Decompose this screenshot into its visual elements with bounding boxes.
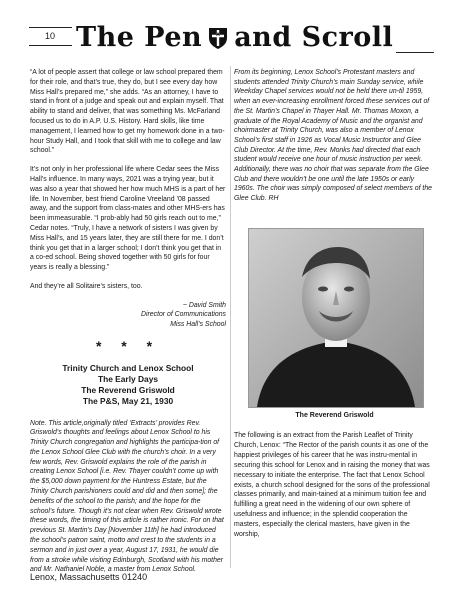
article-heading bbox=[30, 363, 226, 406]
article-paragraph-1: “A lot of people assert that college or law school prepared them for their role, and that’s true, they do, but I see every day how Miss Hall’s prepared me,” she adds. “As an attorney, I have to stand in front of a judge and speak out and explain myself. That ability to stand and deliver, that was something Ms. McFarland focused us to do in A.P. U.S. History. Hard skills, like time management, I learned how to get my homework done in a two-hour Study Hall, and I took that skill with me to college and law school.” bbox=[30, 69, 225, 155]
masthead-title bbox=[76, 23, 436, 53]
author-signature bbox=[30, 301, 226, 330]
right-column bbox=[234, 68, 435, 204]
heading-line-1: Trinity Church and Lenox School bbox=[62, 363, 194, 374]
footer-location: Lenox, Massachusetts 01240 bbox=[30, 572, 148, 582]
school-crest-icon bbox=[207, 26, 229, 50]
masthead-rule bbox=[396, 52, 434, 53]
intro-paragraph: From its beginning, Lenox School’s Protestant masters and students attended Trinity Church’s main Sunday service, while Weekday Chapel services would not be held there un-til 1959, when an ever-increasing enrollment forced these services out of the St. Martin’s Chapel in Thayer Hall. Mr. Thomas Moxon, a graduate of the Royal Academy of Music and the organist and choirmaster at Trinity Church, was also a member of Lenox School’s first staff in 1926 as Vocal Music Instructor and Glee Club Director. At the time, Rev. Monks had directed that each student would receive one hour of music instruction per week. Additionally, there was no choir that was separate from the Glee Club and there wouldn’t be one until the late 1950s or early 1960s. The choir was simply composed of select members of the Glee Club. RH bbox=[234, 69, 433, 203]
photo-caption: The Reverend Griswold bbox=[295, 412, 374, 419]
author-name: ~ David Smith bbox=[182, 301, 226, 309]
masthead bbox=[76, 23, 436, 53]
author-title: Director of Communications bbox=[140, 311, 226, 319]
masthead-title-left: The Pen bbox=[76, 22, 203, 53]
heading-line-2: The Early Days bbox=[97, 374, 159, 385]
article-paragraph-2: It’s not only in her professional life where Cedar sees the Miss Hall’s influence. In many ways, 2021 was a trying year, but it was also a year that showed her how much MHS is a part of her life. In November, best friend Caroline Vreeland ’08 passed away, and the support from class-mates and other MHS-ers has been immeasurable. “I prob-ably had 50 girls reach out to me,” Cedar notes. “Truly, I have a network of sisters I was given by Miss Hall’s, and 15 years later, they are still there for me. I don’t think you get that in a larger school; I don’t think you get that in a co-ed school. Being shoved together with 50 girls for four years is really a blessing.” bbox=[30, 166, 226, 272]
article-paragraph-3: And they’re all Solitaire’s sisters, too. bbox=[30, 282, 143, 290]
editor-note: Note. This article,originally titled ‘Extracts’ provides Rev. Griswold’s thoughts and feelings about Lenox School to his Trinity Church congregation and highlights the participa-tion of the Lenox School Glee Club with the church’s choir. In a very few words, Rev. Griswold explains the role of the parish in creating Lenox School [i.e. Rev. Thayer couldn’t come up with the $5,000 down payment for the Huntress Estate, but the Trinity Church parishioners could and did and then some]; the benefits of the school to the parish; and the hope for the school’s future. Though it’s not clear when Rev. Griswold wrote these words, the timing of this article is rather ironic. For on that previous St. Martin’s Day [November 11th] he had introduced the school’s patron saint, motto and crest to the students in a sermon and in just over a year, August 17, 1931, he would die from a stroke while visiting Edinburgh, Scotland with his mother and Mr. Nathaniel Noble, a master from Lenox School. bbox=[30, 419, 224, 574]
author-organization: Miss Hall’s School bbox=[170, 320, 226, 328]
masthead-title-right: and Scroll bbox=[234, 22, 394, 53]
left-column bbox=[30, 68, 226, 584]
page-number-rule-bottom bbox=[29, 45, 72, 46]
extract-paragraph: The following is an extract from the Parish Leaflet of Trinity Church, Lenox: “The Rector of the parish counts it as one of the happiest privileges of his career that he was instru-mental in securing this school for Lenox and in raising the money that was necessary to initiate the enterprise. The fact that Lenox School exists, a church school designed for the sons of the professional classes primarily, and main-tained at a minimum tuition fee and fulfilling a great need in the widening of our own sphere of usefulness and influence; in the splendid cooperation the masters, especially the clerical masters, have given in the worship, bbox=[234, 432, 430, 539]
section-separator: * * * bbox=[95, 337, 161, 354]
heading-line-3: The Reverend Griswold bbox=[81, 384, 175, 395]
page-number: 10 bbox=[44, 31, 55, 41]
page-number-rule-top bbox=[29, 27, 72, 28]
heading-line-4: The P&S, May 21, 1930 bbox=[82, 395, 174, 406]
portrait-image bbox=[249, 229, 423, 407]
column-divider bbox=[230, 66, 231, 568]
portrait-photo bbox=[248, 228, 424, 408]
